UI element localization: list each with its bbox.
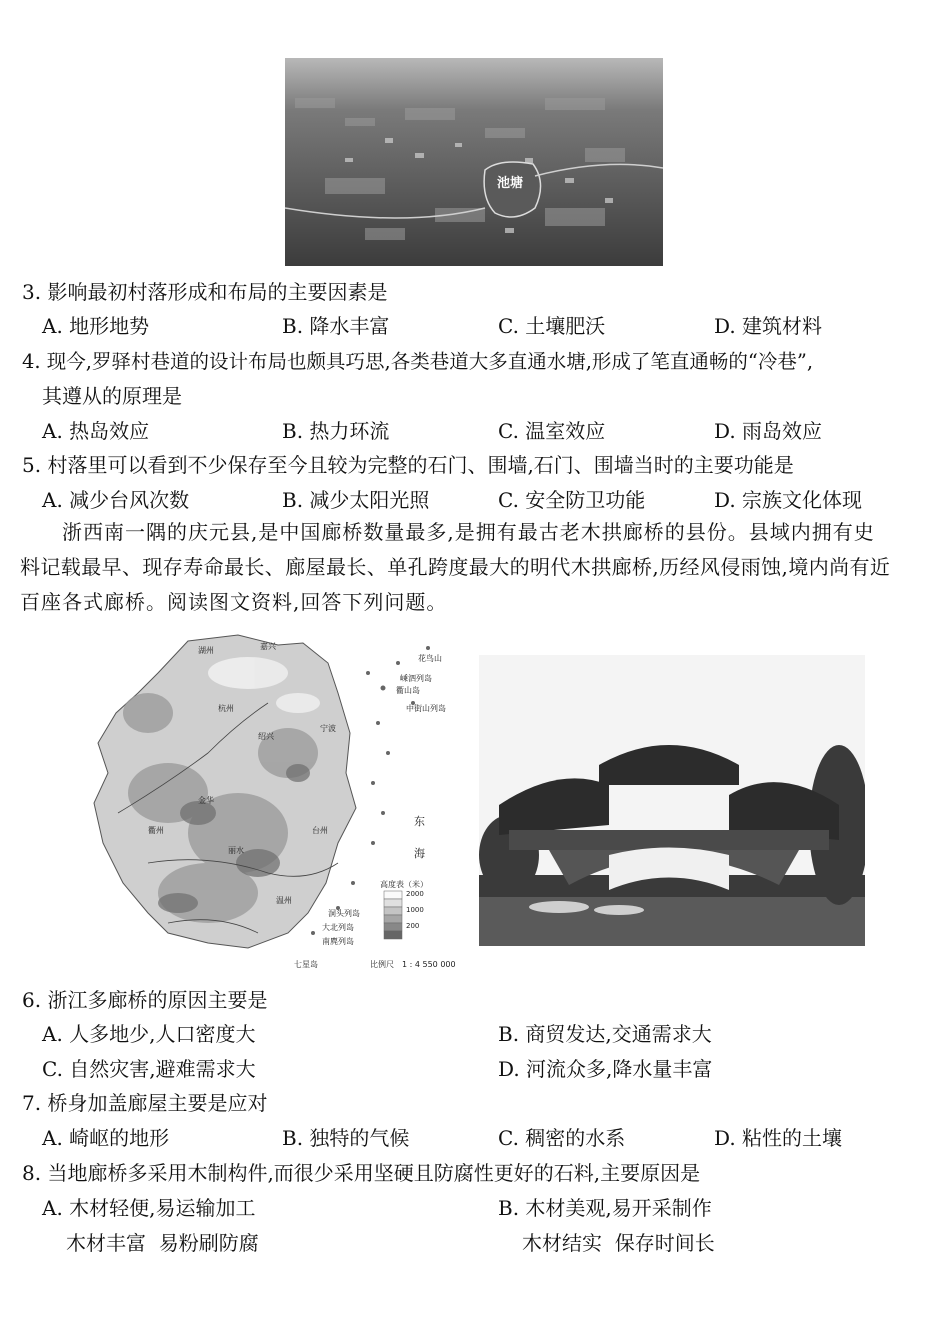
q3-option-d[interactable]: D. 建筑材料	[714, 314, 823, 338]
question-5-stem: 5. 村落里可以看到不少保存至今且较为完整的石门、围墙,石门、围墙当时的主要功能是	[22, 453, 794, 477]
map-label: 中街山列岛	[406, 704, 446, 713]
q5-option-b[interactable]: B. 减少太阳光照	[282, 488, 430, 512]
map-label: 嵊泗列岛	[400, 674, 432, 683]
q7-option-b[interactable]: B. 独特的气候	[282, 1126, 410, 1150]
map-label: 湖州	[198, 646, 214, 655]
q6-option-b[interactable]: B. 商贸发达,交通需求大	[498, 1022, 712, 1046]
q5-option-c[interactable]: C. 安全防卫功能	[498, 488, 646, 512]
q8-option-d[interactable]: 木材结实 保存时间长	[522, 1231, 715, 1255]
question-4-stem-line1: 4. 现今,罗驿村巷道的设计布局也颇具巧思,各类巷道大多直通水塘,形成了笔直通畅的“冷巷”,	[22, 350, 814, 373]
map-legend-title: 高度表（米）	[380, 880, 428, 889]
q8-option-c[interactable]: 木材丰富 易粉刷防腐	[66, 1231, 259, 1255]
map-label: 嘉兴	[260, 642, 276, 651]
q5-option-d[interactable]: D. 宗族文化体现	[714, 488, 863, 512]
q7-option-a[interactable]: A. 崎岖的地形	[42, 1126, 170, 1150]
pond-label: 池塘	[497, 176, 524, 191]
q5-option-a[interactable]: A. 减少台风次数	[42, 488, 190, 512]
q8-option-a[interactable]: A. 木材轻便,易运输加工	[42, 1196, 256, 1220]
village-aerial-photo	[285, 58, 663, 266]
map-label: 金华	[198, 796, 214, 805]
map-label: 大北列岛	[322, 923, 354, 932]
covered-bridge-photo	[479, 655, 865, 946]
q6-option-a[interactable]: A. 人多地少,人口密度大	[42, 1022, 256, 1046]
zhejiang-relief-map	[88, 633, 468, 973]
question-4-stem-line2: 其遵从的原理是	[42, 384, 182, 408]
q6-option-c[interactable]: C. 自然灾害,避难需求大	[42, 1057, 256, 1081]
q6-option-d[interactable]: D. 河流众多,降水量丰富	[498, 1057, 713, 1081]
map-label: 台州	[312, 826, 328, 835]
q4-option-a[interactable]: A. 热岛效应	[42, 419, 150, 443]
map-label: 衢州	[148, 826, 164, 835]
q7-option-d[interactable]: D. 粘性的土壤	[714, 1126, 843, 1150]
map-label: 洞头列岛	[328, 909, 360, 918]
q7-option-c[interactable]: C. 稠密的水系	[498, 1126, 626, 1150]
map-label: 海	[414, 847, 425, 860]
question-3-stem: 3. 影响最初村落形成和布局的主要因素是	[22, 280, 388, 304]
q3-option-b[interactable]: B. 降水丰富	[282, 314, 390, 338]
map-label: 温州	[276, 896, 292, 905]
map-label: 丽水	[228, 846, 244, 855]
map-label: 衢山岛	[396, 686, 420, 695]
map-label: 七星岛	[294, 960, 318, 969]
q4-option-d[interactable]: D. 雨岛效应	[714, 419, 823, 443]
q8-option-b[interactable]: B. 木材美观,易开采制作	[498, 1196, 712, 1220]
question-8-stem: 8. 当地廊桥多采用木制构件,而很少采用坚硬且防腐性更好的石料,主要原因是	[22, 1161, 701, 1185]
map-label: 宁波	[320, 724, 336, 733]
q4-option-c[interactable]: C. 温室效应	[498, 419, 606, 443]
map-legend-value: 200	[406, 922, 420, 930]
map-legend-value: 1000	[406, 906, 424, 914]
map-legend-value: 2000	[406, 890, 424, 898]
q3-option-c[interactable]: C. 土壤肥沃	[498, 314, 606, 338]
question-7-stem: 7. 桥身加盖廊屋主要是应对	[22, 1091, 268, 1115]
map-label: 花鸟山	[418, 654, 442, 663]
map-scale: 比例尺 1 : 4 550 000	[370, 960, 456, 969]
map-label: 东	[414, 815, 425, 828]
passage-line-1: 浙西南一隅的庆元县,是中国廊桥数量最多,是拥有最古老木拱廊桥的县份。县域内拥有史	[62, 520, 875, 544]
q4-option-b[interactable]: B. 热力环流	[282, 419, 390, 443]
passage-line-2: 料记载最早、现存寿命最长、廊屋最长、单孔跨度最大的明代木拱廊桥,历经风侵雨蚀,境内尚有近	[20, 555, 891, 579]
question-6-stem: 6. 浙江多廊桥的原因主要是	[22, 988, 268, 1012]
passage-line-3: 百座各式廊桥。阅读图文资料,回答下列问题。	[20, 590, 448, 614]
map-label: 南麂列岛	[322, 937, 354, 946]
map-label: 绍兴	[258, 732, 274, 741]
map-label: 杭州	[218, 704, 234, 713]
q3-option-a[interactable]: A. 地形地势	[42, 314, 150, 338]
